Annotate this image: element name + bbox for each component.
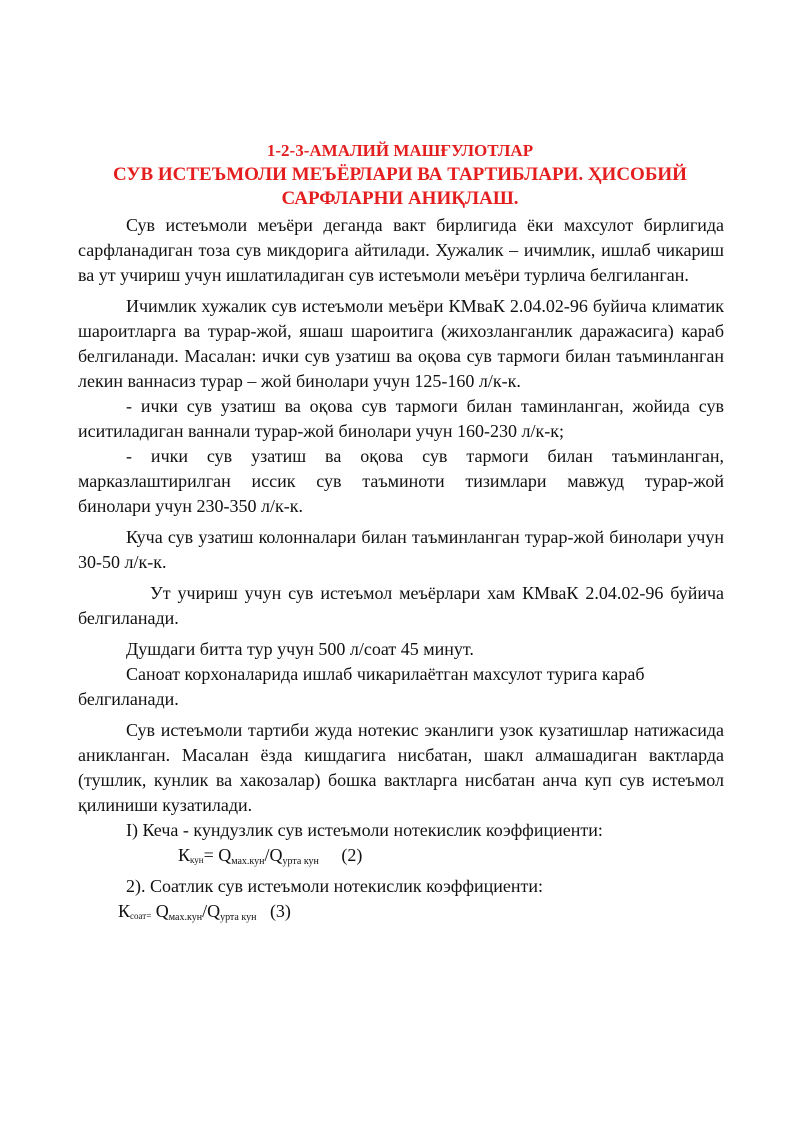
formula-2-q2-sub: урта кун <box>220 912 257 923</box>
formula-1-q1-sub: мах.кун <box>231 856 265 867</box>
paragraph-3: - ички сув узатиш ва оқова сув тармоги билан таминланган, жойида сув иситиладиган ваннали турар-жой бинолари учун 160-230 л/к-к; <box>78 396 724 441</box>
formula-1-number: (2) <box>341 845 363 865</box>
formula-1-eq: = Q <box>203 845 232 865</box>
paragraph-1: Сув истеъмоли меъёри деганда вакт бирлигида ёки махсулот бирлигида сарфланадиган тоза сув микдорига айтилади. Хужалик – ичимлик, ишлаб чикариш ва ут учириш учун ишлатиладиган сув истеъмоли меъёри турлича белгиланган. <box>78 215 724 285</box>
paragraph-4 <box>78 444 724 519</box>
document-heading <box>0 139 800 211</box>
document-body <box>78 213 724 930</box>
formula-1-q2-sub: урта кун <box>282 856 319 867</box>
paragraph-2: Ичимлик хужалик сув истеъмоли меъёри КМваК 2.04.02-96 буйича климатик шароитларга ва турар-жой, яшаш шароитига (жихозланганлик даражасига) караб белгиланади. Масалан: ички сув узатиш ва оқова сув тармоги билан таъминланган лекин ваннасиз турар – жой бинолари учун 125-160 л/к-к. <box>78 296 724 391</box>
heading-line-1: 1-2-3-АМАЛИЙ МАШҒУЛОТЛАР <box>266 141 534 160</box>
paragraph-4-line-1: - ички сув узатиш ва оқова сув тармоги билан таъминланган, <box>126 446 724 466</box>
formula-2-q: Q <box>151 901 169 921</box>
formula-2-k: К <box>118 901 131 921</box>
formula-daily <box>78 843 724 874</box>
paragraph-4-line-2: марказлаштирилган иссик сув таъминоти тизимлари мавжуд турар-жой <box>78 471 724 491</box>
paragraph-10: I) Кеча - кундузлик сув истеъмоли нотекислик коэффициенти: <box>126 820 603 840</box>
paragraph-11: 2). Соатлик сув истеъмоли нотекислик коэффициенти: <box>126 876 543 896</box>
formula-2-number: (3) <box>269 901 291 921</box>
formula-1-k: К <box>178 845 191 865</box>
heading-line-3: САРФЛАРНИ АНИҚЛАШ. <box>281 188 519 209</box>
formula-2-q1-sub: мах.кун <box>168 912 203 923</box>
paragraph-7: Душдаги битта тур учун 500 л/соат 45 минут. <box>126 639 474 659</box>
paragraph-6: Ут учириш учун сув истеъмол меъёрлари хам КМваК 2.04.02-96 буйича белгиланади. <box>78 583 724 628</box>
formula-1-slash: /Q <box>264 845 283 865</box>
formula-2-slash: /Q <box>202 901 221 921</box>
paragraph-4-line-3: бинолари учун 230-350 л/к-к. <box>78 496 303 516</box>
paragraph-5: Куча сув узатиш колонналари билан таъминланган турар-жой бинолари учун 30-50 л/к-к. <box>78 527 724 572</box>
heading-line-2: СУВ ИСТЕЪМОЛИ МЕЪЁРЛАРИ ВА ТАРТИБЛАРИ. ҲИСОБИЙ <box>113 164 687 185</box>
formula-hourly <box>78 899 724 930</box>
paragraph-9: Сув истеъмоли тартиби жуда нотекис эканлиги узок кузатишлар натижасида аникланган. Масалан ёзда кишдагига нисбатан, шакл алмашадиган вактларда (тушлик, кунлик ва хакозалар) бошка вактларга нисбатан анча куп сув истеъмол қилиниши кузатилади. <box>78 720 724 815</box>
formula-2-k-sub: соат= <box>130 911 152 921</box>
formula-1-k-sub: кун <box>190 855 204 865</box>
paragraph-8: Саноат корхоналарида ишлаб чикарилаётган махсулот турига караб белгиланади. <box>78 664 645 709</box>
